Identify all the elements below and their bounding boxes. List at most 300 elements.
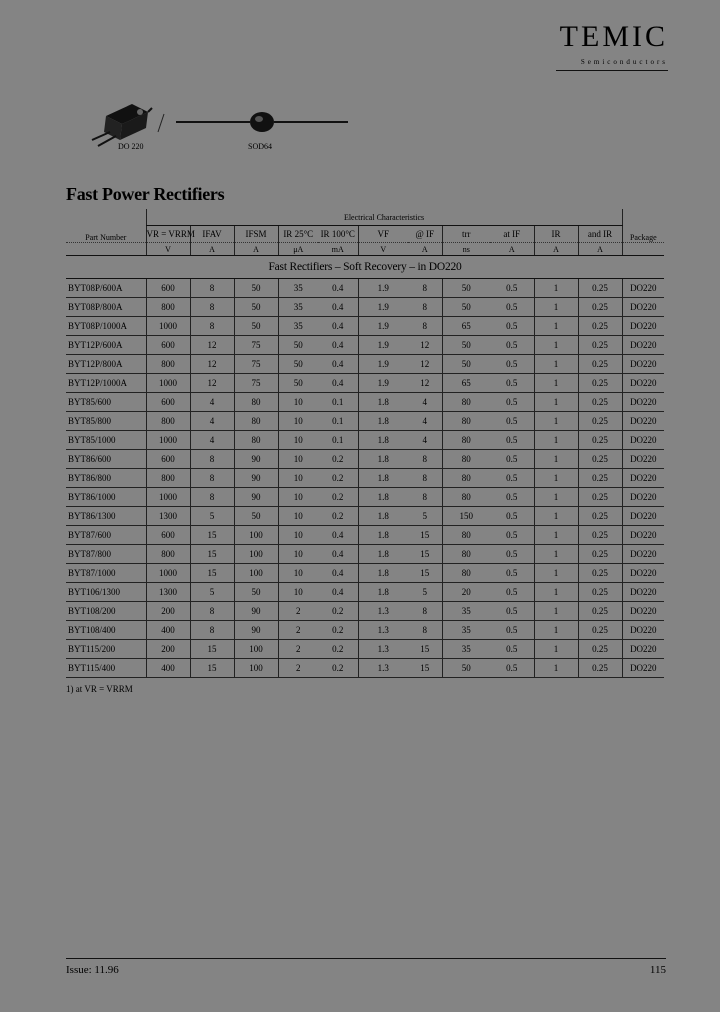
do220-label: DO 220 bbox=[118, 142, 144, 151]
header-ir100: IR 100°C bbox=[318, 226, 358, 243]
part-number-cell: BYT86/1300 bbox=[66, 507, 146, 526]
package-cell: DO220 bbox=[622, 564, 664, 583]
value-cell: 80 bbox=[234, 431, 278, 450]
value-cell: 1000 bbox=[146, 374, 190, 393]
table-row bbox=[66, 298, 664, 317]
value-cell: 0.5 bbox=[490, 507, 534, 526]
part-number-cell: BYT12P/1000A bbox=[66, 374, 146, 393]
value-cell: 1.9 bbox=[358, 355, 408, 374]
value-cell: 1.3 bbox=[358, 640, 408, 659]
value-cell: 10 bbox=[278, 564, 318, 583]
value-cell: 10 bbox=[278, 488, 318, 507]
value-cell: 1 bbox=[534, 298, 578, 317]
value-cell: 0.2 bbox=[318, 450, 358, 469]
table-row bbox=[66, 507, 664, 526]
header-electrical-characteristics: Electrical Characteristics bbox=[146, 209, 622, 226]
value-cell: 100 bbox=[234, 659, 278, 678]
unit-ifav: A bbox=[190, 243, 234, 256]
table-row bbox=[66, 583, 664, 602]
value-cell: 0.4 bbox=[318, 526, 358, 545]
value-cell: 0.5 bbox=[490, 640, 534, 659]
unit-at-if: A bbox=[490, 243, 534, 256]
value-cell: 15 bbox=[408, 545, 442, 564]
value-cell: 1 bbox=[534, 393, 578, 412]
value-cell: 65 bbox=[442, 317, 490, 336]
package-cell: DO220 bbox=[622, 450, 664, 469]
value-cell: 0.25 bbox=[578, 488, 622, 507]
header-vr: VR = VRRM bbox=[146, 226, 190, 243]
value-cell: 400 bbox=[146, 621, 190, 640]
part-number-cell: BYT85/800 bbox=[66, 412, 146, 431]
unit-and-ir: A bbox=[578, 243, 622, 256]
value-cell: 0.5 bbox=[490, 279, 534, 298]
value-cell: 0.5 bbox=[490, 317, 534, 336]
value-cell: 1.8 bbox=[358, 488, 408, 507]
value-cell: 50 bbox=[442, 279, 490, 298]
value-cell: 8 bbox=[190, 602, 234, 621]
value-cell: 80 bbox=[442, 488, 490, 507]
value-cell: 1300 bbox=[146, 583, 190, 602]
value-cell: 1.8 bbox=[358, 412, 408, 431]
brand-divider bbox=[556, 70, 668, 71]
value-cell: 100 bbox=[234, 545, 278, 564]
part-number-cell: BYT12P/600A bbox=[66, 336, 146, 355]
value-cell: 0.4 bbox=[318, 545, 358, 564]
table-row bbox=[66, 659, 664, 678]
value-cell: 15 bbox=[408, 564, 442, 583]
package-cell: DO220 bbox=[622, 640, 664, 659]
value-cell: 10 bbox=[278, 583, 318, 602]
package-cell: DO220 bbox=[622, 507, 664, 526]
value-cell: 1.3 bbox=[358, 602, 408, 621]
table-row bbox=[66, 355, 664, 374]
value-cell: 800 bbox=[146, 469, 190, 488]
value-cell: 80 bbox=[442, 545, 490, 564]
value-cell: 0.25 bbox=[578, 393, 622, 412]
value-cell: 8 bbox=[408, 602, 442, 621]
value-cell: 1.9 bbox=[358, 298, 408, 317]
value-cell: 1.8 bbox=[358, 507, 408, 526]
table-row bbox=[66, 488, 664, 507]
value-cell: 50 bbox=[442, 659, 490, 678]
value-cell: 10 bbox=[278, 469, 318, 488]
value-cell: 0.2 bbox=[318, 621, 358, 640]
value-cell: 0.25 bbox=[578, 526, 622, 545]
value-cell: 800 bbox=[146, 412, 190, 431]
table-body bbox=[66, 209, 664, 678]
part-number-cell: BYT87/800 bbox=[66, 545, 146, 564]
value-cell: 1.9 bbox=[358, 279, 408, 298]
value-cell: 1.8 bbox=[358, 450, 408, 469]
value-cell: 15 bbox=[408, 659, 442, 678]
package-cell: DO220 bbox=[622, 336, 664, 355]
package-cell: DO220 bbox=[622, 298, 664, 317]
value-cell: 1 bbox=[534, 545, 578, 564]
value-cell: 1 bbox=[534, 336, 578, 355]
table-row bbox=[66, 412, 664, 431]
value-cell: 80 bbox=[442, 526, 490, 545]
package-cell: DO220 bbox=[622, 355, 664, 374]
value-cell: 35 bbox=[442, 640, 490, 659]
value-cell: 10 bbox=[278, 507, 318, 526]
brand-subtitle: Semiconductors bbox=[580, 58, 668, 66]
value-cell: 8 bbox=[408, 621, 442, 640]
page-number: 115 bbox=[649, 964, 666, 976]
value-cell: 50 bbox=[278, 374, 318, 393]
header-ir25: IR 25°C bbox=[278, 226, 318, 243]
header-trr: trr bbox=[442, 226, 490, 243]
unit-ir100: mA bbox=[318, 243, 358, 256]
value-cell: 1 bbox=[534, 450, 578, 469]
value-cell: 35 bbox=[442, 621, 490, 640]
value-cell: 12 bbox=[408, 374, 442, 393]
package-cell: DO220 bbox=[622, 602, 664, 621]
value-cell: 0.5 bbox=[490, 583, 534, 602]
value-cell: 8 bbox=[408, 450, 442, 469]
brand-name: TEMIC bbox=[559, 20, 668, 53]
value-cell: 1 bbox=[534, 469, 578, 488]
package-cell: DO220 bbox=[622, 621, 664, 640]
value-cell: 8 bbox=[408, 298, 442, 317]
value-cell: 0.4 bbox=[318, 298, 358, 317]
issue-date: Issue: 11.96 bbox=[66, 964, 119, 976]
table-row bbox=[66, 393, 664, 412]
value-cell: 8 bbox=[190, 621, 234, 640]
package-cell: DO220 bbox=[622, 393, 664, 412]
part-number-cell: BYT115/200 bbox=[66, 640, 146, 659]
value-cell: 90 bbox=[234, 621, 278, 640]
value-cell: 8 bbox=[408, 488, 442, 507]
value-cell: 15 bbox=[190, 640, 234, 659]
value-cell: 75 bbox=[234, 355, 278, 374]
value-cell: 600 bbox=[146, 279, 190, 298]
value-cell: 0.5 bbox=[490, 659, 534, 678]
value-cell: 50 bbox=[442, 336, 490, 355]
value-cell: 80 bbox=[442, 469, 490, 488]
unit-ir: A bbox=[534, 243, 578, 256]
unit-ir25: μA bbox=[278, 243, 318, 256]
package-cell: DO220 bbox=[622, 317, 664, 336]
value-cell: 0.5 bbox=[490, 488, 534, 507]
value-cell: 2 bbox=[278, 659, 318, 678]
value-cell: 0.2 bbox=[318, 659, 358, 678]
value-cell: 0.25 bbox=[578, 564, 622, 583]
part-number-cell: BYT108/200 bbox=[66, 602, 146, 621]
header-package: Package bbox=[622, 209, 664, 243]
value-cell: 15 bbox=[408, 640, 442, 659]
value-cell: 0.5 bbox=[490, 412, 534, 431]
brand-logo bbox=[560, 22, 668, 66]
value-cell: 10 bbox=[278, 526, 318, 545]
value-cell: 0.4 bbox=[318, 279, 358, 298]
part-number-cell: BYT108/400 bbox=[66, 621, 146, 640]
sod64-package-icon bbox=[176, 112, 348, 132]
value-cell: 20 bbox=[442, 583, 490, 602]
value-cell: 15 bbox=[190, 545, 234, 564]
value-cell: 0.5 bbox=[490, 298, 534, 317]
value-cell: 90 bbox=[234, 602, 278, 621]
value-cell: 0.5 bbox=[490, 564, 534, 583]
table-row bbox=[66, 374, 664, 393]
value-cell: 0.5 bbox=[490, 393, 534, 412]
value-cell: 50 bbox=[442, 298, 490, 317]
value-cell: 80 bbox=[234, 412, 278, 431]
unit-vr: V bbox=[146, 243, 190, 256]
footnote: 1) at VR = VRRM bbox=[66, 684, 133, 694]
part-number-cell: BYT86/800 bbox=[66, 469, 146, 488]
value-cell: 1000 bbox=[146, 431, 190, 450]
value-cell: 50 bbox=[234, 298, 278, 317]
value-cell: 1 bbox=[534, 317, 578, 336]
value-cell: 0.2 bbox=[318, 640, 358, 659]
value-cell: 65 bbox=[442, 374, 490, 393]
part-number-cell: BYT08P/800A bbox=[66, 298, 146, 317]
value-cell: 80 bbox=[442, 431, 490, 450]
table-header-row bbox=[66, 226, 664, 243]
value-cell: 50 bbox=[278, 336, 318, 355]
value-cell: 80 bbox=[442, 564, 490, 583]
part-number-cell: BYT86/600 bbox=[66, 450, 146, 469]
package-cell: DO220 bbox=[622, 526, 664, 545]
table-header-group-row bbox=[66, 209, 664, 226]
value-cell: 15 bbox=[408, 526, 442, 545]
group-title: Fast Rectifiers – Soft Recovery – in DO220 bbox=[66, 256, 664, 279]
value-cell: 15 bbox=[190, 526, 234, 545]
value-cell: 0.25 bbox=[578, 317, 622, 336]
value-cell: 8 bbox=[190, 488, 234, 507]
value-cell: 800 bbox=[146, 355, 190, 374]
value-cell: 1 bbox=[534, 374, 578, 393]
value-cell: 1 bbox=[534, 431, 578, 450]
value-cell: 50 bbox=[234, 317, 278, 336]
value-cell: 1 bbox=[534, 602, 578, 621]
value-cell: 1 bbox=[534, 659, 578, 678]
value-cell: 4 bbox=[190, 431, 234, 450]
unit-ifsm: A bbox=[234, 243, 278, 256]
sod64-label: SOD64 bbox=[248, 142, 273, 151]
value-cell: 1000 bbox=[146, 317, 190, 336]
value-cell: 0.1 bbox=[318, 393, 358, 412]
value-cell: 0.25 bbox=[578, 279, 622, 298]
value-cell: 1 bbox=[534, 526, 578, 545]
value-cell: 800 bbox=[146, 298, 190, 317]
value-cell: 12 bbox=[408, 336, 442, 355]
value-cell: 0.5 bbox=[490, 450, 534, 469]
value-cell: 4 bbox=[190, 412, 234, 431]
value-cell: 1000 bbox=[146, 564, 190, 583]
value-cell: 0.2 bbox=[318, 469, 358, 488]
value-cell: 2 bbox=[278, 621, 318, 640]
package-cell: DO220 bbox=[622, 488, 664, 507]
value-cell: 10 bbox=[278, 545, 318, 564]
value-cell: 50 bbox=[278, 355, 318, 374]
value-cell: 0.25 bbox=[578, 602, 622, 621]
value-cell: 50 bbox=[234, 583, 278, 602]
value-cell: 1.9 bbox=[358, 317, 408, 336]
value-cell: 400 bbox=[146, 659, 190, 678]
value-cell: 12 bbox=[190, 336, 234, 355]
value-cell: 0.2 bbox=[318, 488, 358, 507]
value-cell: 8 bbox=[190, 450, 234, 469]
value-cell: 5 bbox=[190, 583, 234, 602]
value-cell: 100 bbox=[234, 564, 278, 583]
part-number-cell: BYT115/400 bbox=[66, 659, 146, 678]
part-number-cell: BYT85/1000 bbox=[66, 431, 146, 450]
value-cell: 0.5 bbox=[490, 602, 534, 621]
value-cell: 0.4 bbox=[318, 317, 358, 336]
value-cell: 0.2 bbox=[318, 507, 358, 526]
value-cell: 8 bbox=[190, 279, 234, 298]
value-cell: 75 bbox=[234, 336, 278, 355]
value-cell: 1 bbox=[534, 488, 578, 507]
value-cell: 0.4 bbox=[318, 374, 358, 393]
value-cell: 0.25 bbox=[578, 621, 622, 640]
value-cell: 35 bbox=[278, 279, 318, 298]
value-cell: 200 bbox=[146, 602, 190, 621]
value-cell: 12 bbox=[190, 374, 234, 393]
value-cell: 50 bbox=[234, 507, 278, 526]
value-cell: 600 bbox=[146, 450, 190, 469]
value-cell: 0.1 bbox=[318, 412, 358, 431]
value-cell: 0.25 bbox=[578, 412, 622, 431]
value-cell: 50 bbox=[234, 279, 278, 298]
value-cell: 0.25 bbox=[578, 355, 622, 374]
value-cell: 100 bbox=[234, 640, 278, 659]
value-cell: 5 bbox=[408, 583, 442, 602]
header-ifav: IFAV bbox=[190, 226, 234, 243]
value-cell: 1.8 bbox=[358, 526, 408, 545]
package-cell: DO220 bbox=[622, 545, 664, 564]
value-cell: 0.25 bbox=[578, 374, 622, 393]
package-cell: DO220 bbox=[622, 583, 664, 602]
table-row bbox=[66, 602, 664, 621]
value-cell: 0.5 bbox=[490, 545, 534, 564]
value-cell: 600 bbox=[146, 393, 190, 412]
value-cell: 90 bbox=[234, 450, 278, 469]
value-cell: 8 bbox=[408, 279, 442, 298]
value-cell: 10 bbox=[278, 412, 318, 431]
value-cell: 8 bbox=[408, 317, 442, 336]
value-cell: 0.25 bbox=[578, 469, 622, 488]
table-row bbox=[66, 640, 664, 659]
value-cell: 0.5 bbox=[490, 621, 534, 640]
value-cell: 90 bbox=[234, 469, 278, 488]
table-row bbox=[66, 621, 664, 640]
value-cell: 1 bbox=[534, 355, 578, 374]
value-cell: 0.25 bbox=[578, 583, 622, 602]
value-cell: 8 bbox=[190, 317, 234, 336]
value-cell: 0.5 bbox=[490, 336, 534, 355]
rectifier-spec-table bbox=[66, 209, 664, 678]
value-cell: 0.25 bbox=[578, 640, 622, 659]
value-cell: 150 bbox=[442, 507, 490, 526]
package-cell: DO220 bbox=[622, 412, 664, 431]
value-cell: 0.25 bbox=[578, 431, 622, 450]
do220-package-icon bbox=[92, 104, 152, 146]
value-cell: 10 bbox=[278, 393, 318, 412]
value-cell: 5 bbox=[408, 507, 442, 526]
value-cell: 1.3 bbox=[358, 621, 408, 640]
value-cell: 50 bbox=[442, 355, 490, 374]
value-cell: 1.8 bbox=[358, 431, 408, 450]
value-cell: 100 bbox=[234, 526, 278, 545]
unit-if: A bbox=[408, 243, 442, 256]
header-if: @ IF bbox=[408, 226, 442, 243]
table-row bbox=[66, 545, 664, 564]
value-cell: 600 bbox=[146, 336, 190, 355]
value-cell: 1 bbox=[534, 412, 578, 431]
value-cell: 15 bbox=[190, 564, 234, 583]
value-cell: 0.25 bbox=[578, 336, 622, 355]
value-cell: 10 bbox=[278, 450, 318, 469]
value-cell: 35 bbox=[442, 602, 490, 621]
value-cell: 0.25 bbox=[578, 298, 622, 317]
value-cell: 4 bbox=[408, 431, 442, 450]
value-cell: 0.5 bbox=[490, 526, 534, 545]
table-row bbox=[66, 526, 664, 545]
value-cell: 80 bbox=[442, 412, 490, 431]
value-cell: 1.9 bbox=[358, 336, 408, 355]
value-cell: 0.2 bbox=[318, 602, 358, 621]
table-row bbox=[66, 450, 664, 469]
value-cell: 15 bbox=[190, 659, 234, 678]
part-number-cell: BYT87/600 bbox=[66, 526, 146, 545]
value-cell: 35 bbox=[278, 298, 318, 317]
header-and-ir: and IR bbox=[578, 226, 622, 243]
value-cell: 80 bbox=[234, 393, 278, 412]
value-cell: 0.25 bbox=[578, 545, 622, 564]
package-illustrations bbox=[86, 94, 366, 154]
value-cell: 5 bbox=[190, 507, 234, 526]
header-ir: IR bbox=[534, 226, 578, 243]
group-title-row bbox=[66, 256, 664, 279]
value-cell: 200 bbox=[146, 640, 190, 659]
value-cell: 1300 bbox=[146, 507, 190, 526]
header-part-number: Part Number bbox=[66, 209, 146, 243]
header-vf: VF bbox=[358, 226, 408, 243]
table-row bbox=[66, 469, 664, 488]
part-number-cell: BYT12P/800A bbox=[66, 355, 146, 374]
table-units-row bbox=[66, 243, 664, 256]
part-number-cell: BYT08P/1000A bbox=[66, 317, 146, 336]
value-cell: 12 bbox=[190, 355, 234, 374]
value-cell: 1.8 bbox=[358, 393, 408, 412]
value-cell: 1.8 bbox=[358, 564, 408, 583]
value-cell: 0.1 bbox=[318, 431, 358, 450]
unit-vf: V bbox=[358, 243, 408, 256]
value-cell: 4 bbox=[408, 412, 442, 431]
value-cell: 0.4 bbox=[318, 583, 358, 602]
package-cell: DO220 bbox=[622, 469, 664, 488]
value-cell: 0.4 bbox=[318, 355, 358, 374]
part-number-cell: BYT87/1000 bbox=[66, 564, 146, 583]
value-cell: 1 bbox=[534, 583, 578, 602]
value-cell: 0.5 bbox=[490, 374, 534, 393]
value-cell: 90 bbox=[234, 488, 278, 507]
value-cell: 1.8 bbox=[358, 583, 408, 602]
value-cell: 80 bbox=[442, 393, 490, 412]
value-cell: 1 bbox=[534, 621, 578, 640]
value-cell: 8 bbox=[408, 469, 442, 488]
table-row bbox=[66, 564, 664, 583]
value-cell: 0.25 bbox=[578, 507, 622, 526]
package-cell: DO220 bbox=[622, 431, 664, 450]
table-row bbox=[66, 336, 664, 355]
value-cell: 4 bbox=[408, 393, 442, 412]
value-cell: 2 bbox=[278, 640, 318, 659]
part-number-cell: BYT85/600 bbox=[66, 393, 146, 412]
value-cell: 1.8 bbox=[358, 545, 408, 564]
